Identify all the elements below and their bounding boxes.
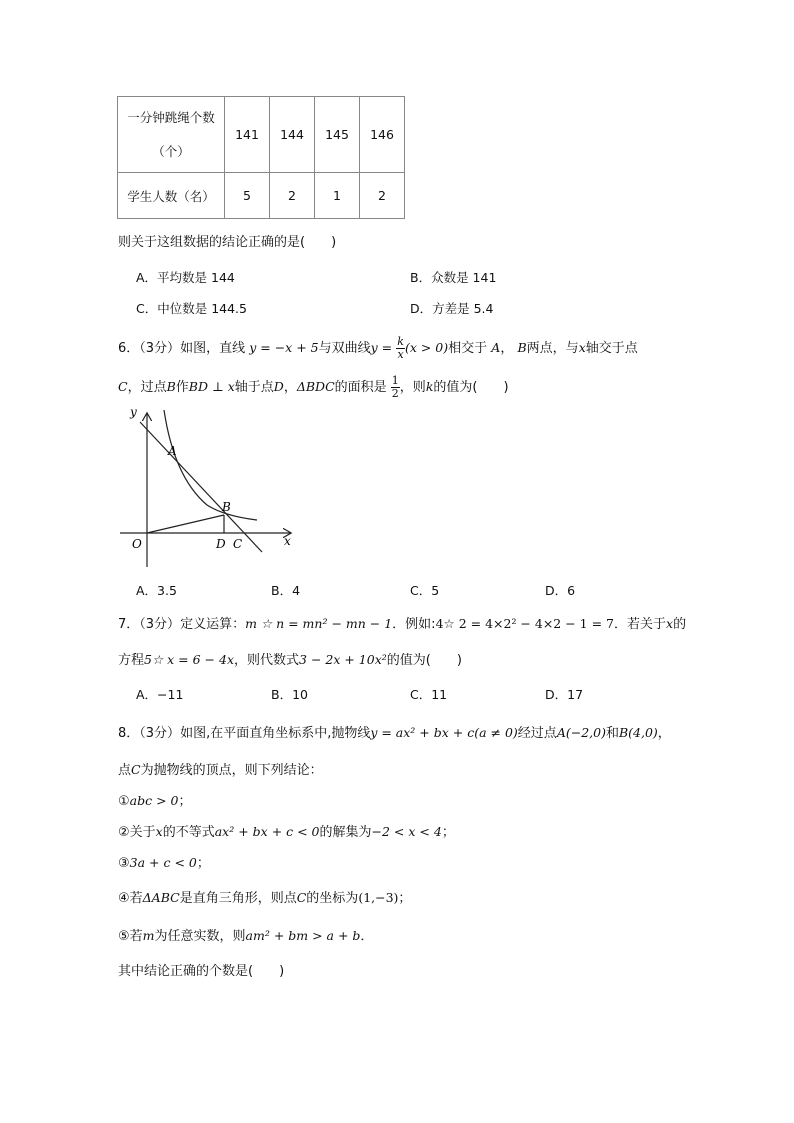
text: 轴于点	[234, 380, 274, 395]
q7-option-d: D．17	[545, 687, 584, 702]
point-a: A	[491, 340, 501, 355]
text: ②关于	[118, 825, 156, 840]
text: 点	[118, 763, 132, 778]
parabola-equation: y = ax² + bx + c(a ≠ 0)	[370, 725, 518, 740]
q6-line-1	[118, 336, 638, 361]
table-cell: 1	[315, 173, 360, 219]
q7-option-c: C．11	[410, 687, 448, 702]
text: 和	[605, 726, 619, 741]
text: ，	[500, 341, 514, 356]
text: 相交于	[448, 341, 488, 356]
text: 的	[673, 617, 687, 632]
q7-line-2	[118, 649, 462, 668]
text: ；	[196, 856, 210, 871]
point-b-coord: B(4,0)	[618, 725, 658, 740]
label-c: C	[233, 537, 243, 551]
text: ；	[178, 794, 192, 809]
score: （3分）	[139, 726, 181, 741]
text: 的值为( )	[386, 653, 462, 668]
var-x: x	[666, 616, 674, 631]
q6-figure	[112, 402, 302, 572]
fraction-numerator: k	[397, 335, 404, 348]
text: ，	[283, 380, 297, 395]
hyperbola-lhs: y =	[370, 340, 393, 355]
q7-option-a: A．−11	[136, 687, 184, 702]
text: 的值为( )	[433, 380, 509, 395]
text: 定义运算：	[180, 617, 246, 632]
hyperbola-condition: (x > 0)	[404, 340, 449, 355]
label-b: B	[222, 500, 231, 514]
table-cell: 2	[270, 173, 315, 219]
label-d: D	[216, 537, 226, 551]
text: 如图，直线	[180, 341, 246, 356]
solution-set: −2 < x < 4	[371, 824, 442, 839]
table-cell: 144	[270, 97, 315, 173]
q6-option-c: C．5	[410, 583, 440, 598]
q6-line-2	[118, 375, 509, 400]
var-m: m	[142, 928, 155, 943]
fraction-numerator: 1	[391, 374, 399, 387]
fraction-denominator: x	[397, 348, 404, 361]
text: ．例如:	[392, 617, 436, 632]
q7-line-1	[118, 613, 686, 632]
triangle-abc: ΔABC	[142, 890, 180, 905]
label-a: A	[168, 444, 177, 458]
operation-definition: m ☆ n = mn² − mn − 1	[245, 616, 393, 631]
hyperbola-fraction	[396, 336, 405, 361]
label-o: O	[132, 537, 142, 551]
line-equation: y = −x + 5	[249, 340, 319, 355]
inequality: ax² + bx + c < 0	[214, 824, 320, 839]
area-fraction	[391, 375, 400, 400]
table-header-cell: 学生人数（名）	[118, 173, 225, 219]
text: 的坐标为	[306, 891, 359, 906]
table-header-cell	[118, 97, 225, 173]
q8-line-2	[118, 759, 323, 778]
text: 为任意实数，则	[154, 929, 246, 944]
q5-option-c: C．中位数是 144.5	[136, 301, 247, 316]
text: 作	[175, 380, 189, 395]
table-cell: 141	[225, 97, 270, 173]
text: 的解集为	[319, 825, 372, 840]
text: 为抛物线的顶点，则下列结论：	[140, 763, 323, 778]
point-c: C	[296, 890, 307, 905]
statement-expr: 3a + c < 0	[129, 855, 197, 870]
q5-option-b: B．众数是 141	[410, 270, 497, 285]
data-table	[117, 96, 405, 219]
text: ；	[441, 825, 455, 840]
table-cell: 146	[360, 97, 405, 173]
var-x: x	[578, 340, 586, 355]
table-cell: 145	[315, 97, 360, 173]
table-row	[118, 173, 405, 219]
text: 经过点	[517, 726, 557, 741]
operation-example: 4☆ 2 = 4×2² − 4×2 − 1 = 7	[435, 616, 615, 631]
point-c: C	[118, 379, 128, 394]
text: 两点，与	[526, 341, 579, 356]
label-x: x	[284, 534, 291, 548]
equation: 5☆ x = 6 − 4x	[144, 652, 234, 667]
text: ，	[657, 726, 671, 741]
point-c: C	[131, 762, 141, 777]
text: 的面积是	[334, 380, 387, 395]
score: （3分）	[139, 341, 181, 356]
text: ，则代数式	[234, 653, 300, 668]
q6-option-a: A．3.5	[136, 583, 177, 598]
question-number: 6．	[118, 341, 140, 356]
text: ．	[360, 929, 374, 944]
var-x: x	[155, 824, 163, 839]
text: 轴交于点	[585, 341, 638, 356]
text: ，过点	[127, 380, 167, 395]
table-cell: 2	[360, 173, 405, 219]
question-number: 7．	[118, 617, 140, 632]
perpendicular-expr: BD ⊥ x	[188, 379, 235, 394]
text: 与双曲线	[318, 341, 371, 356]
score: （3分）	[139, 617, 181, 632]
q8-statement-5	[118, 925, 373, 944]
coordinate: (1,−3)	[358, 890, 399, 905]
q8-statement-3	[118, 852, 210, 871]
text: 是直角三角形，则点	[179, 891, 297, 906]
header-line-2: （个）	[152, 143, 190, 159]
header-line-1: 一分钟跳绳个数	[127, 109, 215, 125]
q7-option-b: B．10	[271, 687, 308, 702]
expression: 3 − 2x + 10x²	[299, 652, 387, 667]
segment-ob	[147, 515, 224, 533]
question-number: 8．	[118, 726, 140, 741]
text: ．若关于	[614, 617, 667, 632]
q8-statement-1	[118, 790, 192, 809]
text: ；	[398, 891, 412, 906]
text: ③	[118, 856, 130, 871]
q6-option-b: B．4	[271, 583, 301, 598]
text: ，则	[399, 380, 426, 395]
text: ①	[118, 794, 130, 809]
fraction-denominator: 2	[391, 387, 399, 400]
statement-expr: abc > 0	[129, 793, 179, 808]
table-cell: 5	[225, 173, 270, 219]
var-k: k	[425, 379, 434, 394]
q8-line-1	[118, 722, 671, 741]
q8-statement-2	[118, 821, 455, 840]
q8-final-question: 其中结论正确的个数是( )	[118, 964, 285, 979]
text: ⑤若	[118, 929, 143, 944]
q6-option-d: D．6	[545, 583, 576, 598]
text: 方程	[118, 653, 145, 668]
point-b: B	[517, 340, 527, 355]
point-a-coord: A(−2,0)	[556, 725, 606, 740]
point-b: B	[166, 379, 176, 394]
q8-statement-4	[118, 887, 411, 906]
triangle-bdc: ΔBDC	[296, 379, 335, 394]
q5-stem: 则关于这组数据的结论正确的是( )	[118, 235, 337, 250]
label-y: y	[130, 405, 137, 419]
q5-option-a: A．平均数是 144	[136, 270, 235, 285]
q5-option-d: D．方差是 5.4	[410, 301, 494, 316]
text: 如图,在平面直角坐标系中,抛物线	[180, 726, 371, 741]
text: ④若	[118, 891, 143, 906]
text: 的不等式	[162, 825, 215, 840]
hyperbola-graph	[164, 410, 257, 520]
table-row	[118, 97, 405, 173]
point-d: D	[273, 379, 284, 394]
inequality: am² + bm > a + b	[245, 928, 361, 943]
